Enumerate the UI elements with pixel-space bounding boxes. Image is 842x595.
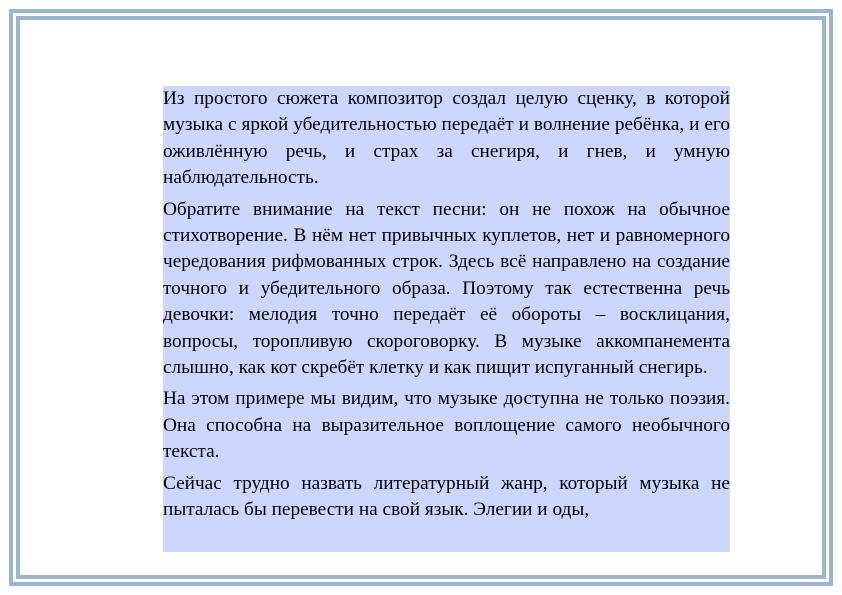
paragraph-4: Сейчас трудно назвать литературный жанр, который музыка не пыталась бы перевести на свой язык. Элегии и оды,: [163, 472, 730, 521]
paragraph-3: На этом примере мы видим, что музыке доступна не только поэзия. Она способна на выразительное воплощение самого необычного текста.: [163, 388, 730, 463]
highlighted-text-block: [163, 86, 730, 552]
paragraph-1: Из простого сюжета композитор создал целую сценку, в которой музыка с яркой убедительностью передаёт и волнение ребёнка, и его оживлённую речь, и страх за снегиря, и гнев, и умную наблюдательность.: [163, 88, 730, 189]
paragraph-2: Обратите внимание на текст песни: он не похож на обычное стихотворение. В нём нет привычных куплетов, нет и равномерного чередования рифмованных строк. Здесь всё направлено на создание точного и убедительного образа. Поэтому так естественна речь девочки: мелодия точно передаёт её обороты – восклицания, вопросы, торопливую скороговорку. В музыке аккомпанемента слышно, как кот скребёт клетку и как пищит испуганный снегирь.: [163, 198, 730, 379]
